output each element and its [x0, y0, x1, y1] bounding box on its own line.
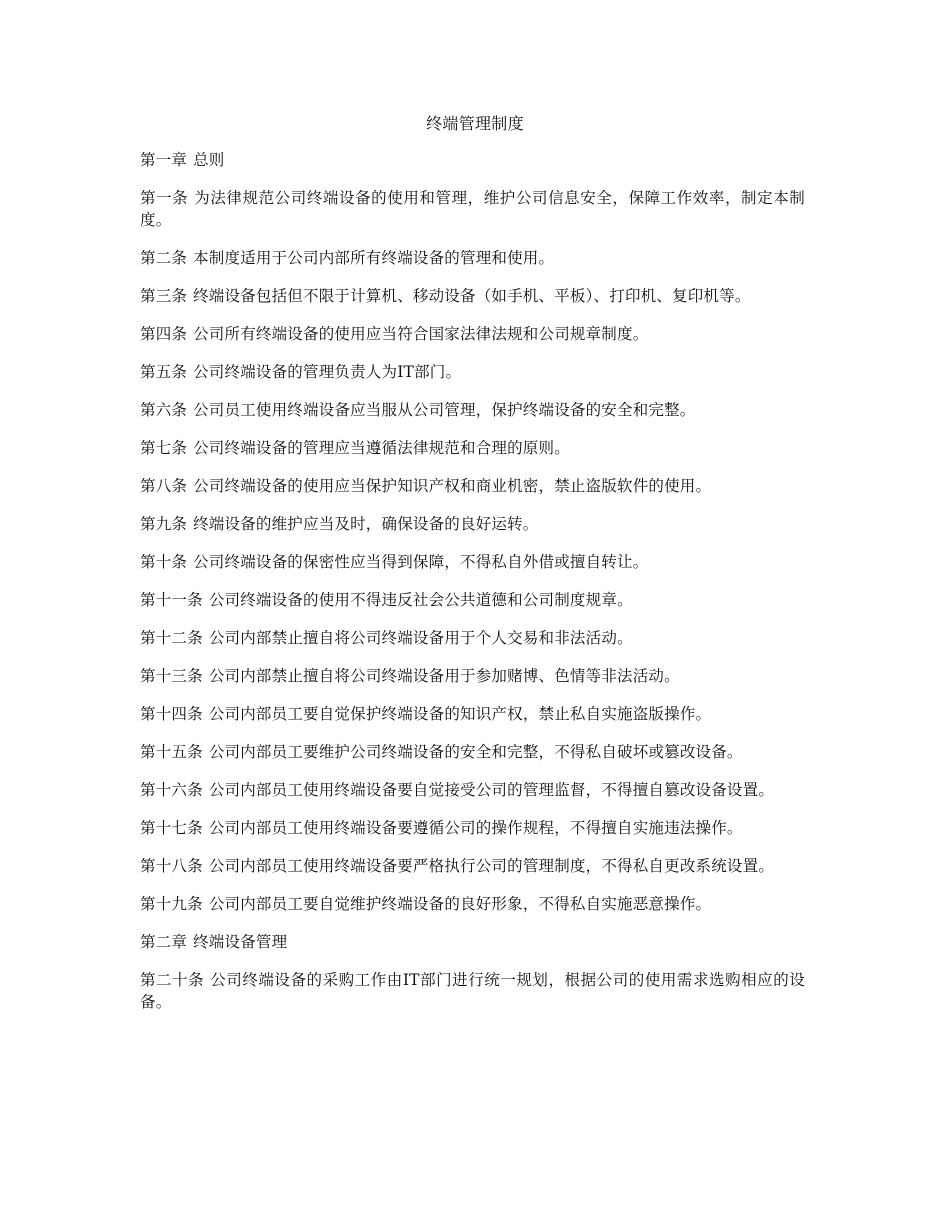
article-paragraph: [140, 703, 805, 725]
article-text: 公司终端设备的采购工作由IT部门进行统一规划，根据公司的使用需求选购相应的设备。: [140, 971, 805, 1011]
chapter-number: 第一章: [140, 151, 188, 169]
article-paragraph: [140, 285, 805, 307]
chapter-heading: [140, 149, 805, 171]
document-title: 终端管理制度: [426, 114, 524, 133]
article-number: 第十三条: [140, 667, 203, 685]
article-paragraph: [140, 817, 805, 839]
article-paragraph: [140, 855, 805, 877]
chapter-heading: [140, 931, 805, 953]
article-text: 公司内部员工要自觉保护终端设备的知识产权，禁止私自实施盗版操作。: [208, 705, 712, 723]
article-number: 第十五条: [140, 743, 203, 761]
chapter-title: 总则: [193, 151, 225, 169]
article-number: 第二条: [140, 249, 188, 267]
article-number: 第九条: [140, 515, 188, 533]
article-number: 第八条: [140, 477, 188, 495]
article-text: 公司终端设备的使用不得违反社会公共道德和公司制度规章。: [208, 591, 633, 609]
article-text: 公司终端设备的保密性应当得到保障，不得私自外借或擅自转让。: [193, 553, 649, 571]
article-paragraph: [140, 475, 805, 497]
article-paragraph: [140, 893, 805, 915]
article-paragraph: [140, 361, 805, 383]
article-text: 本制度适用于公司内部所有终端设备的管理和使用。: [193, 249, 555, 267]
article-number: 第十九条: [140, 895, 203, 913]
article-paragraph: [140, 513, 805, 535]
article-paragraph: [140, 627, 805, 649]
chapter-title: 终端设备管理: [193, 933, 288, 951]
article-text: 公司内部员工使用终端设备要自觉接受公司的管理监督，不得擅自篡改设备设置。: [208, 781, 775, 799]
article-text: 公司终端设备的管理应当遵循法律规范和合理的原则。: [193, 439, 570, 457]
article-text: 公司内部员工要维护公司终端设备的安全和完整，不得私自破坏或篡改设备。: [208, 743, 743, 761]
article-number: 第一条: [140, 189, 189, 207]
article-number: 第十六条: [140, 781, 203, 799]
article-text: 终端设备包括但不限于计算机、移动设备（如手机、平板）、打印机、复印机等。: [193, 287, 751, 305]
article-number: 第七条: [140, 439, 188, 457]
article-text: 公司内部禁止擅自将公司终端设备用于个人交易和非法活动。: [208, 629, 633, 647]
article-number: 第十条: [140, 553, 188, 571]
article-number: 第五条: [140, 363, 188, 381]
article-paragraph: [140, 551, 805, 573]
article-text: 公司内部员工使用终端设备要遵循公司的操作规程，不得擅自实施违法操作。: [208, 819, 743, 837]
article-number: 第四条: [140, 325, 188, 343]
article-paragraph: [140, 589, 805, 611]
article-paragraph: [140, 187, 805, 231]
article-paragraph: [140, 779, 805, 801]
article-text: 终端设备的维护应当及时，确保设备的良好运转。: [193, 515, 539, 533]
article-text: 公司内部员工使用终端设备要严格执行公司的管理制度，不得私自更改系统设置。: [208, 857, 775, 875]
article-text: 公司终端设备的使用应当保护知识产权和商业机密，禁止盗版软件的使用。: [193, 477, 712, 495]
article-number: 第十四条: [140, 705, 203, 723]
article-paragraph: [140, 247, 805, 269]
article-text: 公司所有终端设备的使用应当符合国家法律法规和公司规章制度。: [193, 325, 649, 343]
article-number: 第十八条: [140, 857, 203, 875]
article-number: 第十二条: [140, 629, 203, 647]
article-number: 第六条: [140, 401, 188, 419]
article-number: 第十一条: [140, 591, 203, 609]
chapter-number: 第二章: [140, 933, 188, 951]
article-paragraph: [140, 969, 805, 1013]
article-number: 第三条: [140, 287, 188, 305]
article-paragraph: [140, 741, 805, 763]
article-paragraph: [140, 399, 805, 421]
article-text: 公司内部员工要自觉维护终端设备的良好形象，不得私自实施恶意操作。: [208, 895, 712, 913]
article-paragraph: [140, 437, 805, 459]
article-text: 公司终端设备的管理负责人为IT部门。: [193, 363, 462, 381]
article-paragraph: [140, 323, 805, 345]
article-text: 公司内部禁止擅自将公司终端设备用于参加赌博、色情等非法活动。: [208, 667, 680, 685]
article-number: 第二十条: [140, 971, 205, 989]
article-text: 公司员工使用终端设备应当服从公司管理，保护终端设备的安全和完整。: [193, 401, 696, 419]
article-number: 第十七条: [140, 819, 203, 837]
article-paragraph: [140, 665, 805, 687]
article-text: 为法律规范公司终端设备的使用和管理，维护公司信息安全，保障工作效率，制定本制度。: [140, 189, 805, 229]
document-body: [140, 149, 805, 1029]
